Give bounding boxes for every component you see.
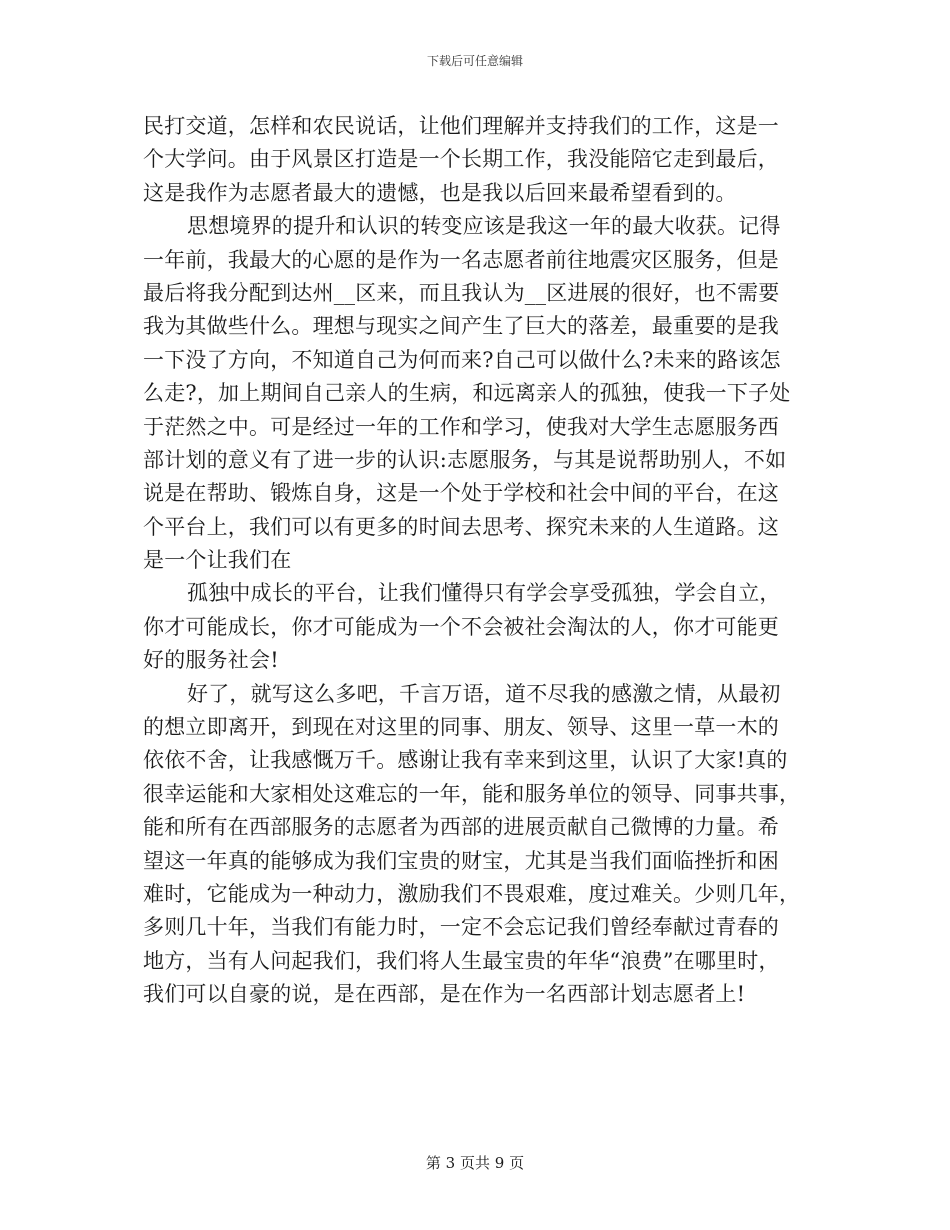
text-line: 么走?，加上期间自己亲人的生病，和远离亲人的孤独，使我一下子处 [143,381,791,406]
text-line: 一年前，我最大的心愿的是作为一名志愿者前往地震灾区服务，但是 [143,247,779,272]
page-number: 第 3 页共 9 页 [425,1154,525,1172]
text-line: 说是在帮助、锻炼自身，这是一个处于学校和社会中间的平台，在这 [143,481,779,506]
text-line: 个大学问。由于风景区打造是一个长期工作，我没能陪它走到最后， [143,147,779,172]
text-line: 好了，就写这么多吧，千言万语，道不尽我的感激之情，从最初 [187,681,781,706]
page-header: 下载后可任意编辑 [426,54,523,68]
text-line: 一下没了方向，不知道自己为何而来?自己可以做什么?未来的路该怎 [143,347,781,372]
text-line: 的想立即离开，到现在对这里的同事、朋友、领导、这里一草一木的 [143,715,779,740]
text-line: 孤独中成长的平台，让我们懂得只有学会享受孤独，学会自立， [187,581,781,606]
text-line: 是一个让我们在 [143,548,292,573]
text-line: 你才可能成长，你才可能成为一个不会被社会淘汰的人，你才可能更 [143,614,779,639]
text-line: 我为其做些什么。理想与现实之间产生了巨大的落差，最重要的是我 [143,314,779,339]
text-line: 多则几十年，当我们有能力时，一定不会忘记我们曾经奉献过青春的 [143,915,779,940]
text-line: 民打交道，怎样和农民说话，让他们理解并支持我们的工作，这是一 [143,114,779,138]
text-line: 依依不舍，让我感慨万千。感谢让我有幸来到这里，认识了大家!真的 [143,748,788,773]
text-line: 望这一年真的能够成为我们宝贵的财宝，尤其是当我们面临挫折和困 [143,848,779,873]
text-line: 我们可以自豪的说，是在西部，是在作为一名西部计划志愿者上! [143,982,746,1007]
text-line: 思想境界的提升和认识的转变应该是我这一年的最大收获。记得 [187,214,781,239]
text-line: 于茫然之中。可是经过一年的工作和学习，使我对大学生志愿服务西 [143,414,779,439]
text-line: 最后将我分配到达州__区来，而且我认为__区进展的很好，也不需要 [143,280,780,305]
text-line: 这是我作为志愿者最大的遗憾，也是我以后回来最希望看到的。 [143,180,737,205]
text-line: 难时，它能成为一种动力，激励我们不畏艰难，度过难关。少则几年， [143,881,801,906]
text-line: 部计划的意义有了进一步的认识:志愿服务，与其是说帮助别人，不如 [143,447,787,472]
text-line: 能和所有在西部服务的志愿者为西部的进展贡献自己微博的力量。希 [143,815,779,840]
text-line: 个平台上，我们可以有更多的时间去思考、探究未来的人生道路。这 [143,514,779,539]
text-line: 好的服务社会! [143,648,279,673]
document-body [143,110,801,1012]
text-line: 很幸运能和大家相处这难忘的一年，能和服务单位的领导、同事共事， [143,781,801,806]
text-line: 地方，当有人问起我们，我们将人生最宝贵的年华“浪费”在哪里时， [143,948,780,973]
